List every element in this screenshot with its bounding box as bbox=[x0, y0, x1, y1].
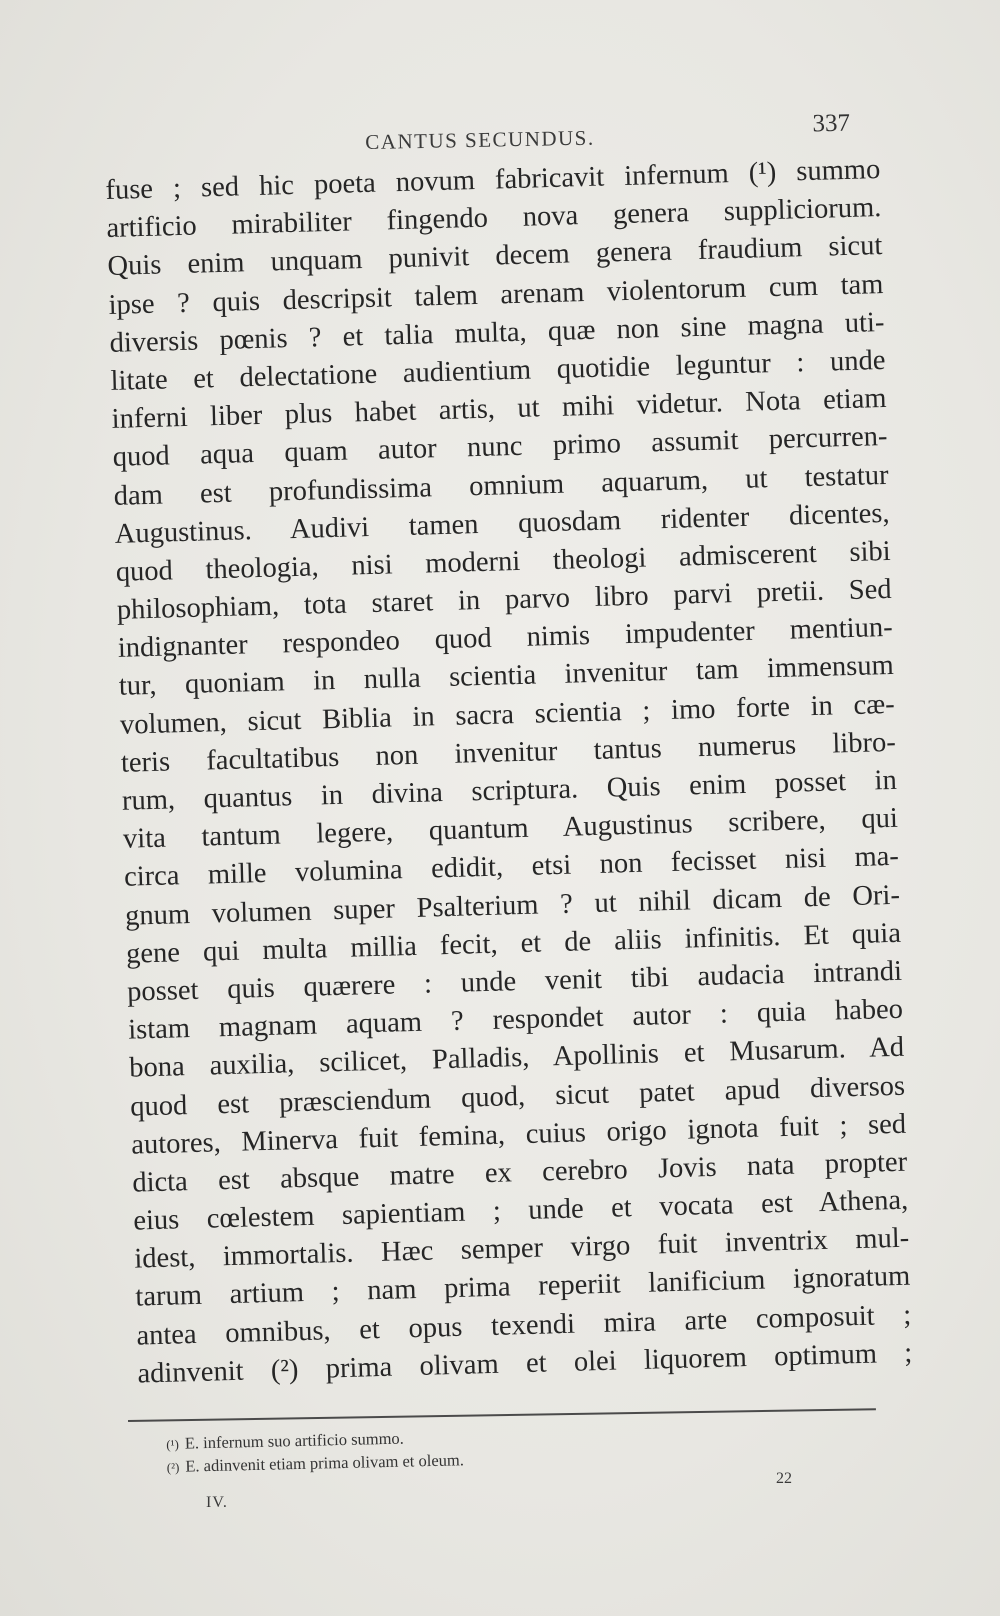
text-line: teris facultatibus non invenitur tantus numerus libro- bbox=[120, 726, 897, 779]
text-line: quod est præsciendum quod, sicut patet apud diversos bbox=[129, 1070, 906, 1123]
text-line: dam est profundissima omnium aquarum, ut testatur bbox=[113, 459, 889, 512]
footnote-mark: (¹) bbox=[166, 1436, 180, 1452]
text-line: Augustinus. Audivi tamen quosdam ridenter dicentes, bbox=[114, 497, 890, 550]
volume-signature: IV. bbox=[206, 1494, 228, 1511]
text-line: volumen, sicut Biblia in sacra scientia ; imo forte in cæ- bbox=[119, 688, 896, 741]
footnotes bbox=[166, 1416, 867, 1478]
text-line: gnum volumen super Psalterium ? ut nihil dicam de Ori- bbox=[124, 879, 901, 932]
text-line: vita tantum legere, quantum Augustinus scribere, qui bbox=[122, 802, 899, 855]
body-text bbox=[105, 151, 913, 1394]
text-line: antea omnibus, et opus texendi mira arte composuit ; bbox=[136, 1299, 912, 1352]
sheet-signature: 22 bbox=[776, 1470, 792, 1487]
footnote-text: E. adinvenit etiam prima olivam et oleum. bbox=[185, 1450, 465, 1476]
text-line: rum, quantus in divina scriptura. Quis enim posset in bbox=[121, 764, 898, 817]
text-line: istam magnam aquam ? respondet autor : quia habeo bbox=[127, 993, 904, 1046]
text-line: idest, immortalis. Hæc semper virgo fuit inventrix mul- bbox=[134, 1222, 910, 1275]
text-line: gene qui multa millia fecit, et de aliis infinitis. Et quia bbox=[125, 917, 902, 970]
text-line: litate et delectatione audientium quotidie leguntur : unde bbox=[110, 344, 886, 397]
text-line: diversis pœnis ? et talia multa, quæ non sine magna uti- bbox=[109, 306, 885, 359]
text-line: tur, quoniam in nulla scientia invenitur tam immensum bbox=[118, 650, 895, 703]
text-line: indignanter respondeo quod nimis impudenter mentiun- bbox=[117, 612, 894, 665]
text-line: autores, Minerva fuit femina, cuius origo ignota fuit ; sed bbox=[130, 1108, 907, 1161]
text-line: adinvenit (²) prima olivam et olei liquorem optimum ; bbox=[137, 1337, 913, 1390]
page-number: 337 bbox=[812, 109, 851, 138]
footnote-mark: (²) bbox=[166, 1459, 180, 1475]
text-line: Quis enim unquam punivit decem genera fraudium sicut bbox=[107, 230, 883, 283]
text-line: bona auxilia, scilicet, Palladis, Apollinis et Musarum. Ad bbox=[128, 1032, 905, 1084]
footnote-text: E. infernum suo artificio summo. bbox=[184, 1428, 405, 1453]
text-line: inferni liber plus habet artis, ut mihi videtur. Nota etiam bbox=[111, 383, 887, 436]
text-line: philosophiam, tota staret in parvo libro parvi pretii. Sed bbox=[116, 573, 892, 626]
text-line: tarum artium ; nam prima reperiit lanificium ignoratum bbox=[135, 1261, 911, 1314]
running-title: CANTUS SECUNDUS. bbox=[365, 125, 595, 155]
text-line: quod theologia, nisi moderni theologi admiscerent sibi bbox=[115, 535, 891, 588]
text-line: dicta est absque matre ex cerebro Jovis nata propter bbox=[131, 1146, 908, 1199]
text-line: artificio mirabiliter fingendo nova genera suppliciorum. bbox=[106, 192, 882, 245]
text-line: quod aqua quam autor nunc primo assumit percurren- bbox=[112, 421, 888, 474]
text-line: fuse ; sed hic poeta novum fabricavit infernum (¹) summo bbox=[105, 154, 881, 206]
text-line: circa mille volumina edidit, etsi non fecisset nisi ma- bbox=[123, 841, 900, 894]
text-line: eius cœlestem sapientiam ; unde et vocata est Athena, bbox=[132, 1184, 909, 1237]
text-line: posset quis quærere : unde venit tibi audacia intrandi bbox=[126, 955, 903, 1008]
text-line: ipse ? quis descripsit talem arenam violentorum cum tam bbox=[108, 268, 884, 321]
